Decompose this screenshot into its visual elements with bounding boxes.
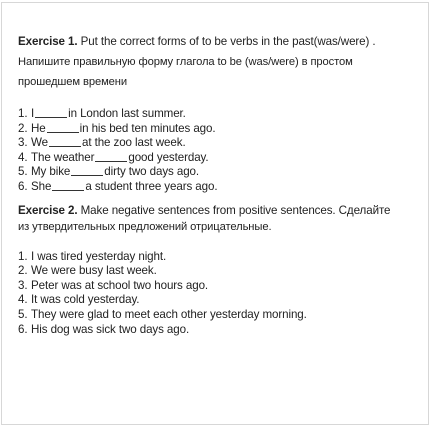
item-text: It was cold yesterday. <box>31 293 140 307</box>
exercise-1-heading <box>18 34 429 50</box>
exercise-2-heading <box>18 203 429 219</box>
item-number: 4. <box>18 293 28 307</box>
item-text: We were busy last week. <box>31 264 157 278</box>
item-number: 2. <box>18 121 28 135</box>
exercise-1 <box>18 34 429 195</box>
item-text-before: He <box>31 121 46 135</box>
exercise-2-translation-line-1: из утвердительных предложений отрицательные. <box>18 220 272 233</box>
item-text-after: in his bed ten minutes ago. <box>79 121 216 135</box>
item-text: They were glad to meet each other yesterday morning. <box>31 307 307 321</box>
item-text-before: I <box>31 107 35 120</box>
answer-blank <box>95 151 127 162</box>
item-text: Peter was at school two hours ago. <box>31 278 209 292</box>
exercise-1-translation-line-2: прошедшем времени <box>18 76 128 88</box>
exercise-1-item <box>18 136 429 151</box>
answer-blank <box>71 165 103 176</box>
answer-blank <box>35 107 67 118</box>
exercise-1-instruction: Put the correct forms of to be verbs in the past(was/were) . <box>77 35 376 48</box>
item-text-after: dirty two days ago. <box>104 165 200 179</box>
exercise-1-item <box>18 165 429 180</box>
item-text-before: My bike <box>31 165 71 179</box>
exercise-1-item <box>18 151 429 166</box>
item-number: 6. <box>18 179 28 193</box>
exercise-1-item <box>18 122 429 137</box>
answer-blank <box>52 180 84 191</box>
exercise-1-translation-line-1: Напишите правильную форму глагола to be (was/were) в простом <box>18 56 353 68</box>
exercise-2-item <box>18 293 429 308</box>
item-text-after: at the zoo last week. <box>81 136 186 150</box>
item-number: 1. <box>18 107 28 120</box>
item-number: 4. <box>18 150 28 164</box>
exercise-2-instruction: Make negative sentences from positive sentences. Сделайте <box>77 203 391 217</box>
item-number: 5. <box>18 165 28 179</box>
exercise-2-item <box>18 250 429 265</box>
item-text: His dog was sick two days ago. <box>31 322 190 336</box>
answer-blank <box>49 136 81 147</box>
exercise-1-list <box>18 107 429 195</box>
exercise-1-item <box>18 107 429 122</box>
item-text-after: a student three years ago. <box>85 179 218 193</box>
worksheet <box>18 34 429 337</box>
item-text-before: The weather <box>31 150 95 164</box>
exercise-2-item <box>18 264 429 279</box>
exercise-1-label: Exercise 1. <box>18 35 78 48</box>
exercise-2-item <box>18 323 429 338</box>
item-number: 1. <box>18 249 28 263</box>
exercise-2 <box>18 203 429 338</box>
exercise-2-list <box>18 250 429 338</box>
worksheet-frame <box>1 2 429 425</box>
answer-blank <box>47 122 79 133</box>
item-number: 3. <box>18 278 28 292</box>
exercise-1-item <box>18 180 429 195</box>
item-text: I was tired yesterday night. <box>31 249 167 263</box>
item-number: 2. <box>18 264 28 278</box>
item-text-before: We <box>31 136 48 150</box>
exercise-2-item <box>18 308 429 323</box>
exercise-2-label: Exercise 2. <box>18 203 78 217</box>
exercise-2-item <box>18 279 429 294</box>
item-number: 5. <box>18 307 28 321</box>
item-text-before: She <box>31 179 52 193</box>
item-text-after: good yesterday. <box>128 150 209 164</box>
item-text-after: in London last summer. <box>68 107 186 120</box>
item-number: 3. <box>18 136 28 150</box>
item-number: 6. <box>18 322 28 336</box>
